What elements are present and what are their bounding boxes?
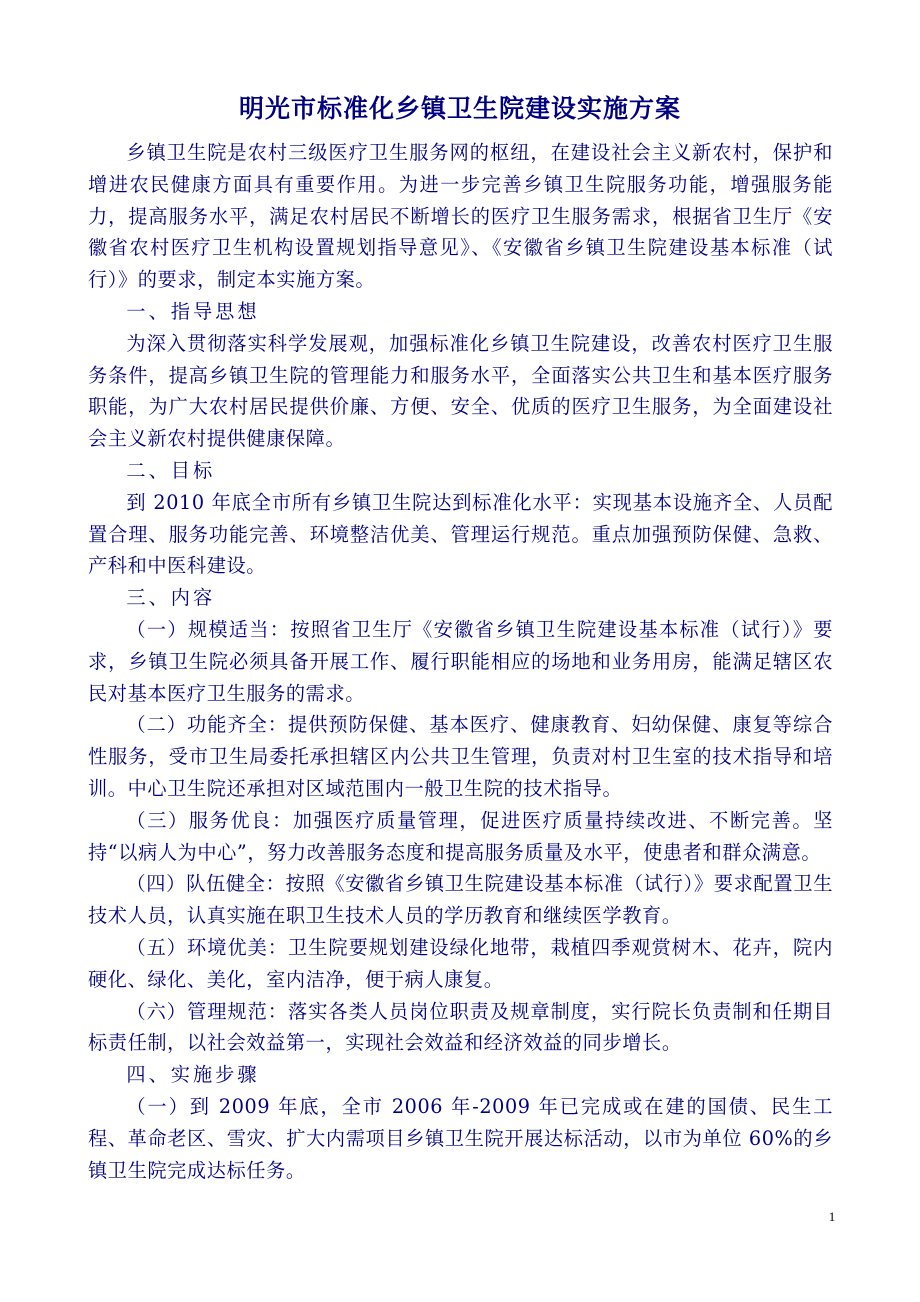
paragraph-content-management: （六）管理规范：落实各类人员岗位职责及规章制度，实行院长负责制和任期目标责任制，以社会效益第一，实现社会效益和经济效益的同步增长。	[88, 999, 833, 1055]
paragraph-guiding-thought: 为深入贯彻落实科学发展观，加强标准化乡镇卫生院建设，改善农村医疗卫生服务条件，提高乡镇卫生院的管理能力和服务水平，全面落实公共卫生和基本医疗服务职能，为广大农村居民提供价廉、方便、安全、优质的医疗卫生服务，为全面建设社会主义新农村提供健康保障。	[88, 331, 833, 451]
document-body	[88, 137, 833, 1186]
paragraph-steps-first: （一）到 2009 年底，全市 2006 年-2009 年已完成或在建的国债、民生工程、革命老区、雪灾、扩大内需项目乡镇卫生院开展达标活动，以市为单位 60%的乡镇卫生院完成达标任务。	[88, 1094, 833, 1182]
document-title: 明光市标准化乡镇卫生院建设实施方案	[238, 94, 681, 123]
paragraph-content-service: （三）服务优良：加强医疗质量管理，促进医疗质量持续改进、不断完善。坚持“以病人为中心”，努力改善服务态度和提高服务质量及水平，使患者和群众满意。	[88, 808, 833, 864]
paragraph-goal: 到 2010 年底全市所有乡镇卫生院达到标准化水平：实现基本设施齐全、人员配置合理、服务功能完善、环境整洁优美、管理运行规范。重点加强预防保健、急救、产科和中医科建设。	[88, 490, 833, 578]
paragraph-content-functions: （二）功能齐全：提供预防保健、基本医疗、健康教育、妇幼保健、康复等综合性服务，受市卫生局委托承担辖区内公共卫生管理，负责对村卫生室的技术指导和培训。中心卫生院还承担对区域范围内一般卫生院的技术指导。	[88, 713, 833, 800]
paragraph-content-scale: （一）规模适当：按照省卫生厅《安徽省乡镇卫生院建设基本标准（试行）》要求，乡镇卫生院必须具备开展工作、履行职能相应的场地和业务用房，能满足辖区农民对基本医疗卫生服务的需求。	[88, 617, 833, 705]
paragraph-intro: 乡镇卫生院是农村三级医疗卫生服务网的枢纽，在建设社会主义新农村，保护和增进农民健康方面具有重要作用。为进一步完善乡镇卫生院服务功能，增强服务能力，提高服务水平，满足农村居民不断增长的医疗卫生服务需求，根据省卫生厅《安徽省农村医疗卫生机构设置规划指导意见》、《安徽省乡镇卫生院建设基本标准（试行）》的要求，制定本实施方案。	[88, 141, 833, 292]
section-heading-steps: 四、实施步骤	[126, 1063, 260, 1087]
page-number: 1	[828, 1209, 836, 1224]
paragraph-content-environment: （五）环境优美：卫生院要规划建设绿化地带，栽植四季观赏树木、花卉，院内硬化、绿化、美化，室内洁净，便于病人康复。	[88, 935, 833, 991]
section-heading-content: 三、内容	[126, 586, 216, 610]
section-heading-goal: 二、目标	[126, 458, 216, 482]
paragraph-content-staff: （四）队伍健全：按照《安徽省乡镇卫生院建设基本标准（试行）》要求配置卫生技术人员，认真实施在职卫生技术人员的学历教育和继续医学教育。	[88, 872, 833, 928]
section-heading-guiding-thought: 一、指导思想	[126, 299, 260, 323]
